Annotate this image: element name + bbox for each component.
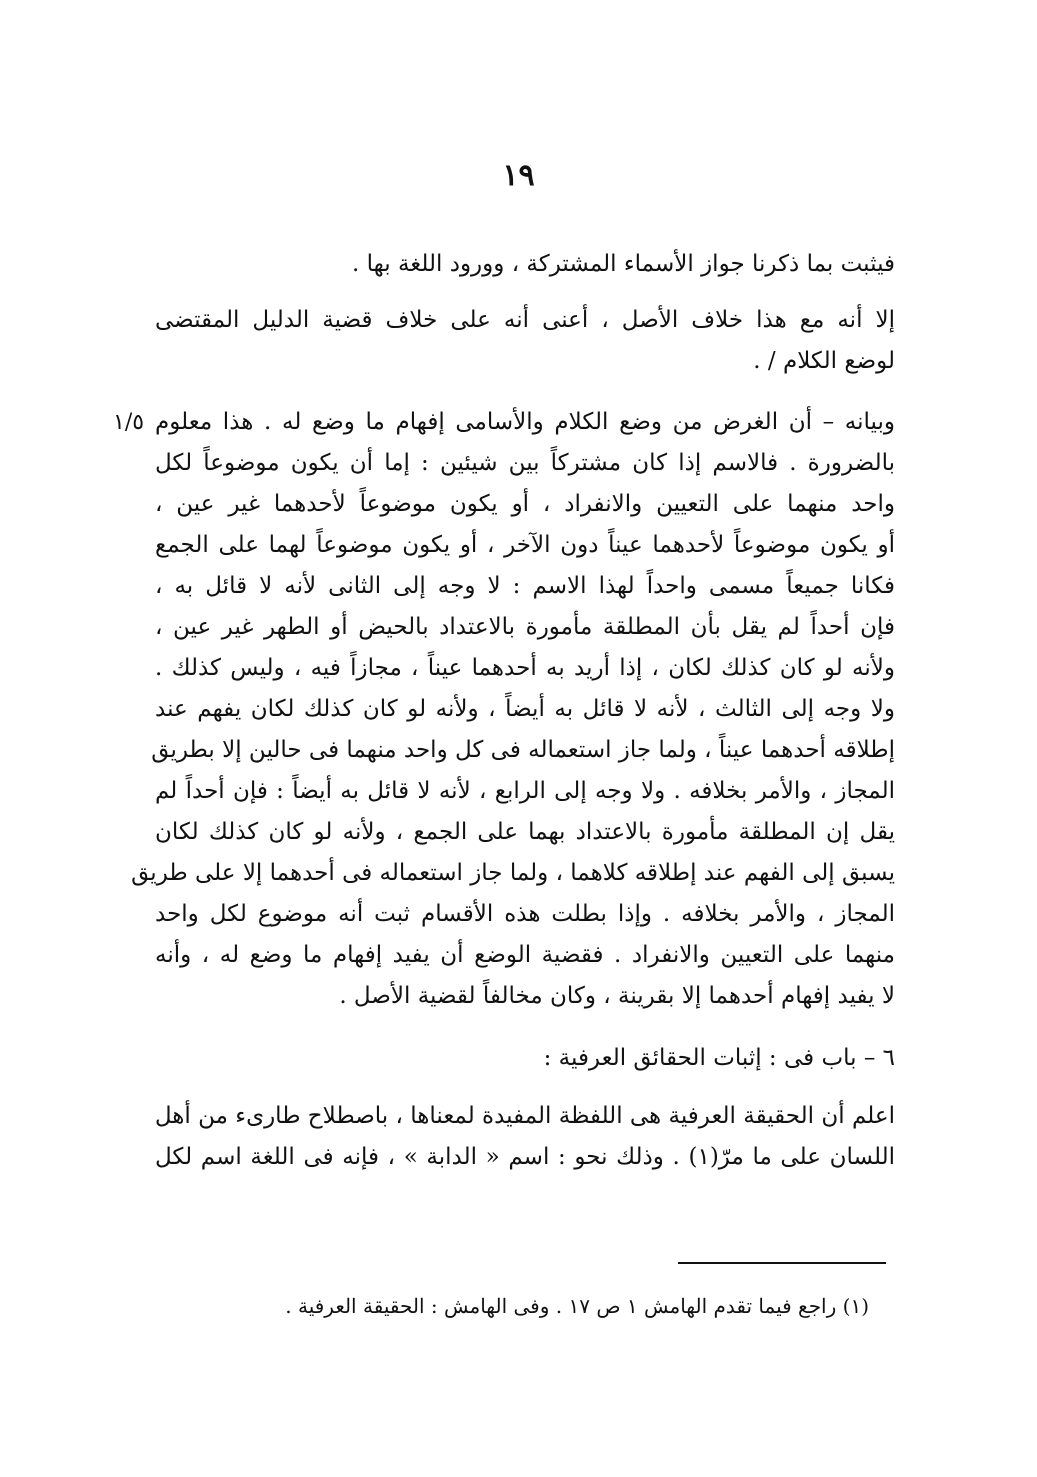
paragraph-4-line-2: اللسان على ما مرّ(١) . وذلك نحو : اسم « الدابة » ، فإنه فى اللغة اسم لكل: [155, 1144, 896, 1170]
paragraph-3-line-8: ولا وجه إلى الثالث ، لأنه لا قائل به أيضاً ، ولأنه لو كان كذلك لكان يفهم عند: [155, 696, 895, 722]
paragraph-3-line-11: يقل إن المطلقة مأمورة بالاعتداد بهما على الجمع ، ولأنه لو كان كذلك لكان: [155, 819, 895, 845]
section-heading: ٦ – باب فى : إثبات الحقائق العرفية :: [543, 1045, 895, 1071]
paragraph-2-line-2: لوضع الكلام / .: [753, 348, 895, 374]
paragraph-3-line-9: إطلاقه أحدهما عيناً ، ولما جاز استعماله فى كل واحد منهما فى حالين إلا بطريق: [151, 737, 895, 763]
paragraph-4-line-1: اعلم أن الحقيقة العرفية هى اللفظة المفيدة لمعناها ، باصطلاح طارىء من أهل: [154, 1103, 895, 1129]
paragraph-3-line-3: واحد منهما على التعيين والانفراد ، أو يكون موضوعاً لأحدهما غير عين ،: [155, 491, 895, 517]
paragraph-1-line-1: فيثبت بما ذكرنا جواز الأسماء المشتركة ، وورود اللغة بها .: [352, 251, 895, 277]
paragraph-3-line-12: يسبق إلى الفهم عند إطلاقه كلاهما ، ولما جاز استعماله فى أحدهما إلا على طريق: [131, 860, 895, 886]
paragraph-3-line-7: ولأنه لو كان كذلك لكان ، إذا أريد به أحدهما عيناً ، مجازاً فيه ، وليس كذلك .: [155, 655, 895, 681]
paragraph-3-line-6: فإن أحداً لم يقل بأن المطلقة مأمورة بالاعتداد بالحيض أو الطهر غير عين ،: [155, 614, 895, 640]
paragraph-3-line-15: لا يفيد إفهام أحدهما إلا بقرينة ، وكان مخالفاً لقضية الأصل .: [339, 983, 895, 1009]
paragraph-3-line-10: المجاز ، والأمر بخلافه . ولا وجه إلى الرابع ، لأنه لا قائل به أيضاً : فإن أحداً لم: [155, 778, 895, 804]
paragraph-3-line-14: منهما على التعيين والانفراد . فقضية الوضع أن يفيد إفهام ما وضع له ، وأنه: [155, 942, 895, 968]
margin-note: ١/٥: [113, 410, 145, 435]
page-number: ١٩: [502, 158, 535, 193]
paragraph-3-line-13: المجاز ، والأمر بخلافه . وإذا بطلت هذه الأقسام ثبت أنه موضوع لكل واحد: [155, 901, 895, 927]
paragraph-2-line-1: إلا أنه مع هذا خلاف الأصل ، أعنى أنه على خلاف قضية الدليل المقتضى: [155, 307, 895, 333]
paragraph-3-line-1: وبيانه – أن الغرض من وضع الكلام والأسامى إفهام ما وضع له . هذا معلوم: [155, 409, 895, 435]
footnote-divider: [678, 1262, 886, 1264]
paragraph-3-line-5: فكانا جميعاً مسمى واحداً لهذا الاسم : لا وجه إلى الثانى لأنه لا قائل به ،: [155, 573, 895, 599]
footnote: (١) راجع فيما تقدم الهامش ١ ص ١٧ . وفى الهامش : الحقيقة العرفية .: [285, 1294, 869, 1318]
paragraph-3-line-4: أو يكون موضوعاً لأحدهما عيناً دون الآخر ، أو يكون موضوعاً لهما على الجمع: [155, 532, 895, 558]
paragraph-3-line-2: بالضرورة . فالاسم إذا كان مشتركاً بين شيئين : إما أن يكون موضوعاً لكل: [155, 450, 895, 476]
